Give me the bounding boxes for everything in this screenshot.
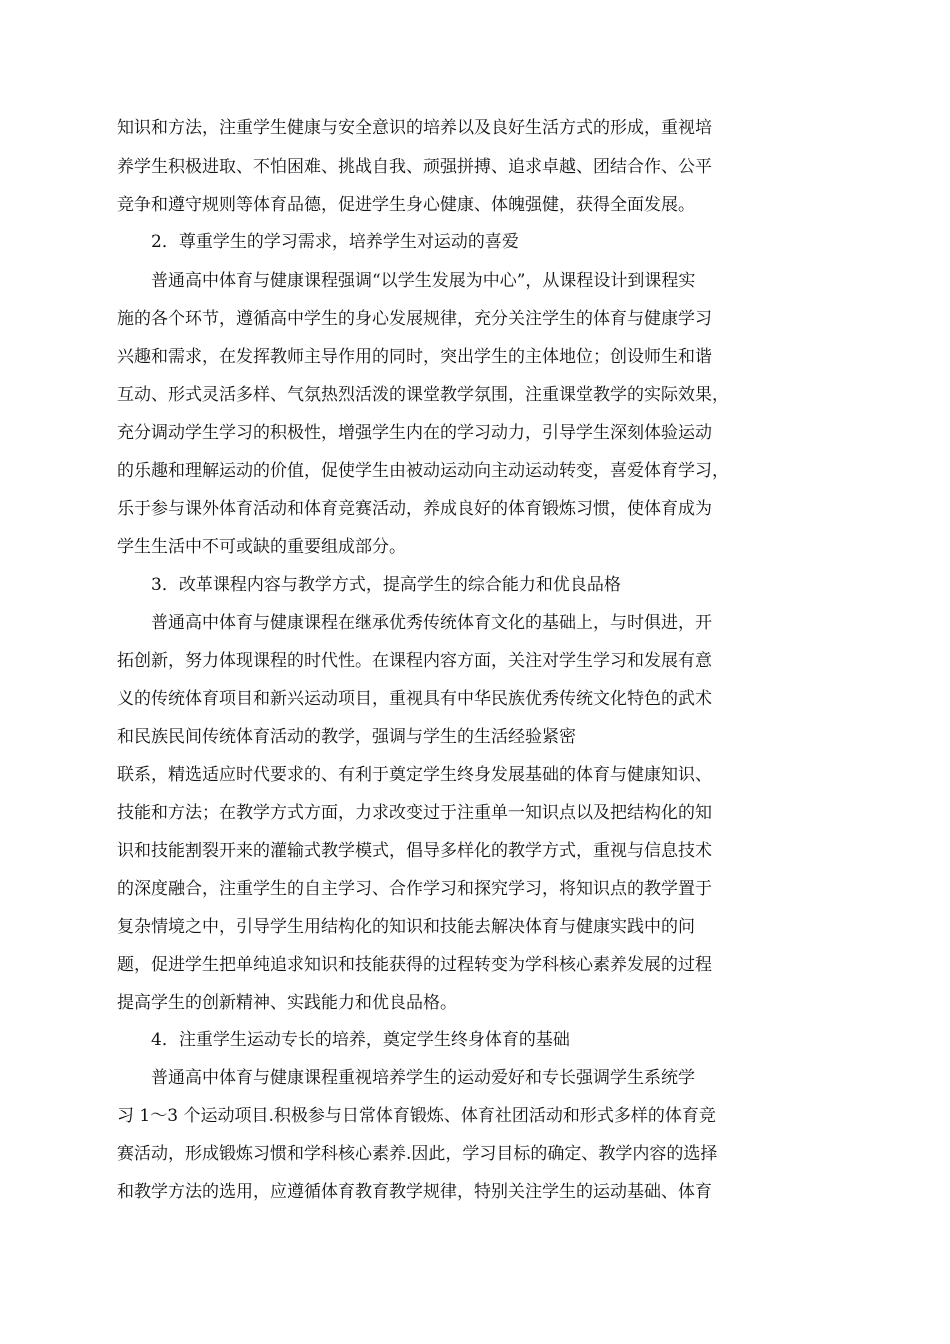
text-line: 联系，精选适应时代要求的、有利于奠定学生终身发展基础的体育与健康知识、 [117, 765, 712, 785]
text-line: 赛活动，形成锻炼习惯和学科核心素养.因此，学习目标的确定、教学内容的选择 [117, 1144, 718, 1164]
text-line: 的乐趣和理解运动的价值，促使学生由被动运动向主动运动转变，喜爱体育学习， [117, 461, 729, 481]
text-line: 技能和方法；在教学方式方面，力求改变过于注重单一知识点以及把结构化的知 [117, 803, 712, 823]
text-line: 施的各个环节，遵循高中学生的身心发展规律，充分关注学生的体育与健康学习 [117, 309, 712, 329]
text-line: 义的传统体育项目和新兴运动项目，重视具有中华民族优秀传统文化特色的武术 [117, 689, 712, 709]
text-line: 普通高中体育与健康课程在继承优秀传统体育文化的基础上，与时俱进，开 [151, 613, 712, 633]
text-line: 知识和方法，注重学生健康与安全意识的培养以及良好生活方式的形成，重视培 [117, 118, 712, 138]
section-heading: 3．改革课程内容与教学方式，提高学生的综合能力和优良品格 [151, 575, 621, 595]
text-line: 学生生活中不可或缺的重要组成部分。 [117, 537, 406, 557]
text-line: 充分调动学生学习的积极性，增强学生内在的学习动力，引导学生深刻体验运动 [117, 423, 712, 443]
text-line: 和教学方法的选用，应遵循体育教育教学规律，特别关注学生的运动基础、体育 [117, 1182, 712, 1202]
text-line: 普通高中体育与健康课程重视培养学生的运动爱好和专长强调学生系统学 [151, 1068, 695, 1088]
text-line: 提高学生的创新精神、实践能力和优良品格。 [117, 993, 457, 1013]
text-line: 识和技能割裂开来的灌输式教学模式，倡导多样化的教学方式，重视与信息技术 [117, 841, 712, 861]
text-line: 题，促进学生把单纯追求知识和技能获得的过程转变为学科核心素养发展的过程 [117, 955, 712, 975]
text-line: 复杂情境之中，引导学生用结构化的知识和技能去解决体育与健康实践中的问 [117, 917, 695, 937]
text-line: 习 1～3 个运动项目.积极参与日常体育锻炼、体育社团活动和形式多样的体育竞 [117, 1106, 716, 1126]
text-line: 普通高中体育与健康课程强调“以学生发展为中心”，从课程设计到课程实 [151, 271, 696, 291]
section-heading: 2．尊重学生的学习需求，培养学生对运动的喜爱 [151, 232, 519, 252]
text-line: 和民族民间传统体育活动的教学，强调与学生的生活经验紧密 [117, 727, 576, 747]
text-line: 兴趣和需求，在发挥教师主导作用的同时，突出学生的主体地位；创设师生和谐 [117, 347, 712, 367]
text-line: 竞争和遵守规则等体育品德，促进学生身心健康、体魄强健，获得全面发展。 [117, 195, 695, 215]
section-heading: 4．注重学生运动专长的培养，奠定学生终身体育的基础 [151, 1030, 570, 1050]
text-line: 互动、形式灵活多样、气氛热烈活泼的课堂教学氛围，注重课堂教学的实际效果， [117, 385, 729, 405]
text-line: 乐于参与课外体育活动和体育竞赛活动，养成良好的体育锻炼习惯，使体育成为 [117, 499, 712, 519]
text-line: 拓创新，努力体现课程的时代性。在课程内容方面，关注对学生学习和发展有意 [117, 651, 712, 671]
text-line: 养学生积极进取、不怕困难、挑战自我、顽强拼搏、追求卓越、团结合作、公平 [117, 157, 712, 177]
text-line: 的深度融合，注重学生的自主学习、合作学习和探究学习，将知识点的教学置于 [117, 879, 712, 899]
